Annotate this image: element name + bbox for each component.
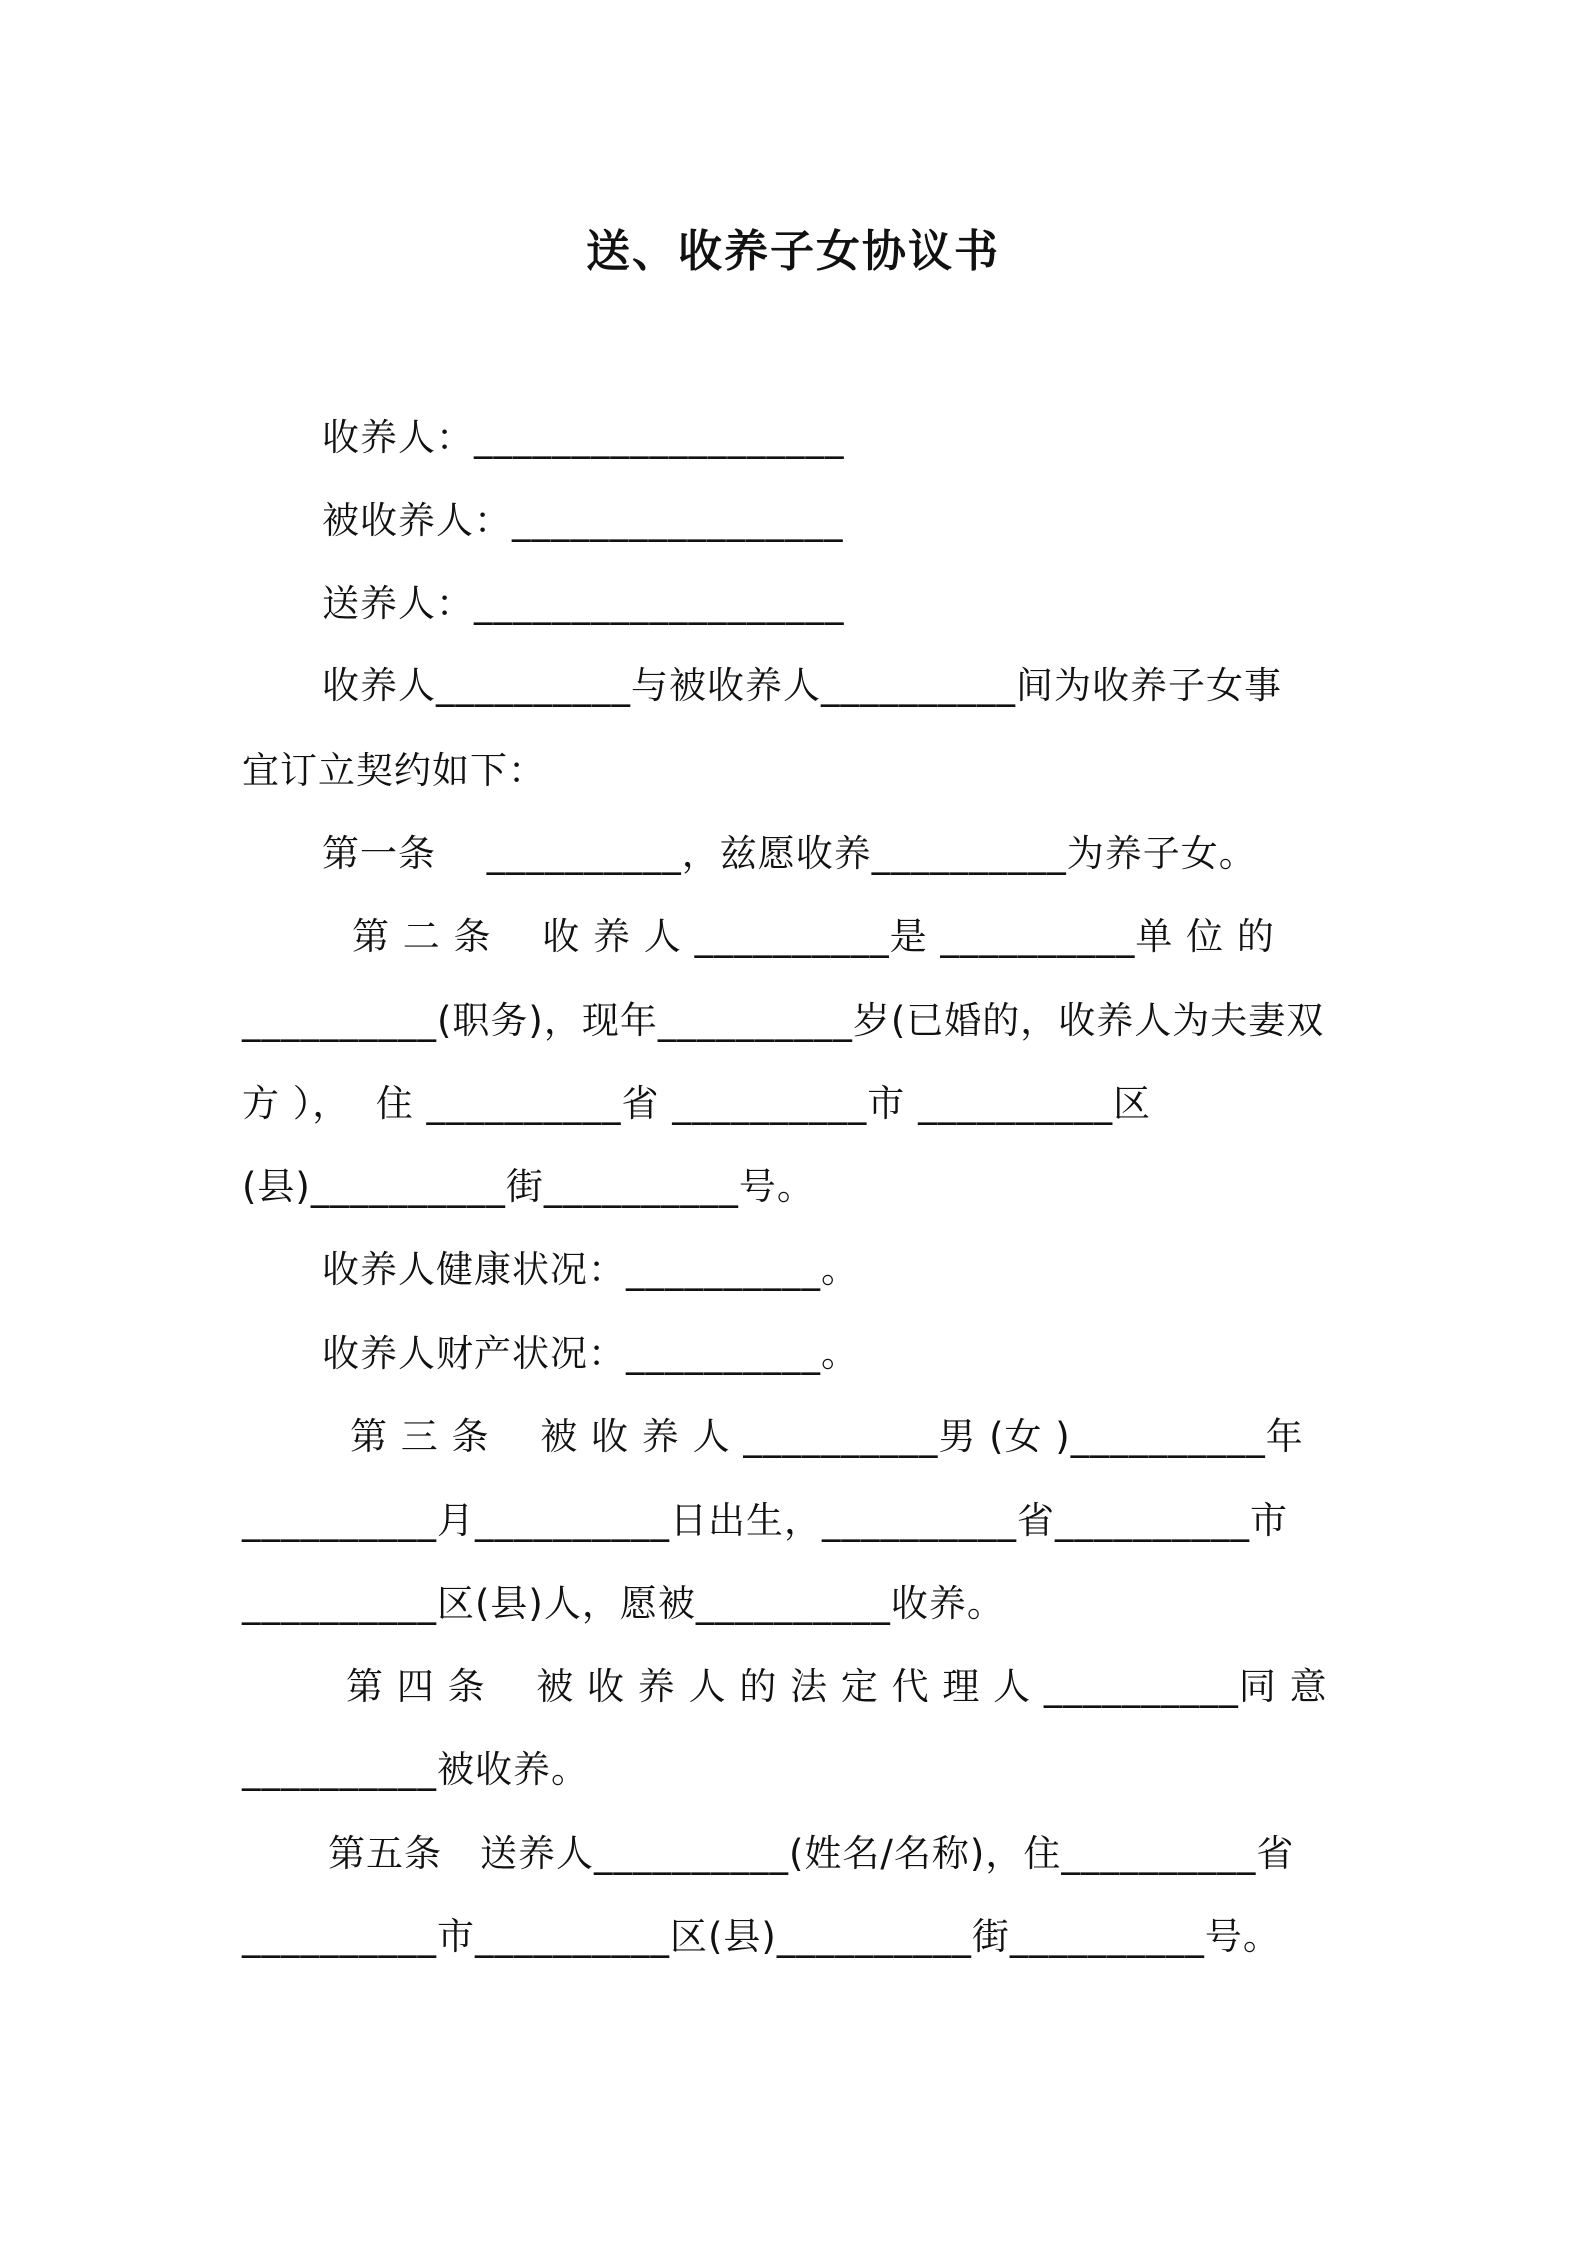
article-2-line-4: (县)__________街__________号。 — [242, 1165, 815, 1208]
article-4-line-1: 第 四 条 被 收 养 人 的 法 定 代 理 人 __________同 意 — [346, 1665, 1328, 1708]
article-5-line-1: 第五条 送养人__________(姓名/名称)，住__________省 — [328, 1832, 1295, 1875]
adoptee-line: 被收养人：_________________ — [322, 499, 844, 542]
article-4-line-2: __________被收养。 — [242, 1748, 589, 1791]
article-3-line-1: 第 三 条 被 收 养 人 __________男 (女 )__________年 — [350, 1415, 1304, 1458]
preamble-line-1: 收养人__________与被收养人__________间为收养子女事 — [322, 664, 1282, 707]
adopter-line: 收养人：___________________ — [322, 416, 845, 459]
article-2-line-3: 方 ）， 住 __________省 __________市 __________区 — [242, 1082, 1152, 1125]
article-5-line-2: __________市__________区(县)__________街__________号。 — [242, 1915, 1281, 1958]
article-3-line-3: __________区(县)人，愿被__________收养。 — [242, 1582, 1005, 1625]
property-status-line: 收养人财产状况：__________。 — [322, 1332, 859, 1375]
article-1: 第一条 __________，兹愿收养__________为养子女。 — [322, 832, 1257, 875]
preamble-line-2: 宜订立契约如下： — [242, 749, 546, 792]
article-3-line-2: __________月__________日出生，__________省__________市 — [242, 1499, 1288, 1542]
giver-line: 送养人：___________________ — [322, 582, 845, 625]
document-title: 送、收养子女协议书 — [586, 226, 1000, 277]
article-2-line-1: 第 二 条 收 养 人 __________是 __________单 位 的 — [352, 915, 1275, 958]
article-2-line-2: __________(职务)，现年__________岁(已婚的，收养人为夫妻双 — [242, 999, 1325, 1042]
health-status-line: 收养人健康状况：__________。 — [322, 1248, 859, 1291]
